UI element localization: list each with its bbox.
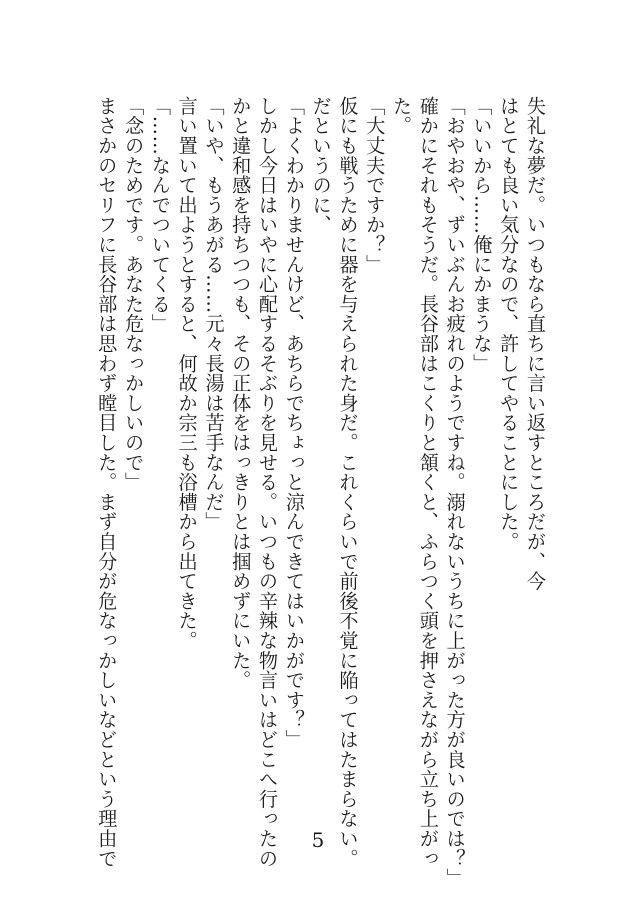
vertical-text-body — [92, 96, 548, 888]
text-line-8: 仮にも戦うために器を与えられた身だ。これくらいで前後不覚に陥ってはたまらない。 — [336, 96, 360, 869]
text-line-12: かと違和感を持ちつつも、その正体をはっきりとは掴めずにいた。 — [229, 96, 253, 690]
text-line-2: はとても良い気分なので、許してやることにした。 — [497, 96, 521, 552]
text-line-3: 「いいから……俺にかまうな」 — [470, 96, 494, 374]
text-line-7: 「大丈夫ですか？」 — [363, 96, 387, 275]
text-line-14: 言い置いて出ようとすると、何故か宗三も浴槽から出てきた。 — [175, 96, 199, 651]
text-line-1: 失礼な夢だ。いつもなら直ちに言い返すところだが、今 — [524, 96, 547, 591]
text-line-11: しかし今日はいやに心配するそぶりを見せる。いつもの辛辣な物言いはどこへ行ったの — [256, 96, 280, 869]
text-line-16: 「念のためです。あなた危なっかしいので」 — [122, 96, 146, 492]
text-line-5: 確かにそれもそうだ。長谷部はこくりと頷くと、ふらつく頭を押さえながら立ち上がっ — [416, 96, 440, 869]
text-line-9: だというのに、 — [309, 96, 333, 235]
text-line-10: 「よくわかりませんけど、あちらでちょっと涼んできてはいかがです？」 — [282, 96, 306, 750]
text-line-15: 「……なんでついてくる」 — [148, 96, 172, 334]
text-line-17: まさかのセリフに長谷部は思わず瞠目した。まず自分が危なっかしいなどという理由で — [95, 96, 119, 869]
text-line-4: 「おやおや、ずいぶんお疲れのようですね。溺れないうちに上がった方が良いのでは？」 — [443, 96, 467, 888]
page-number: 5 — [311, 828, 325, 852]
text-line-6: た。 — [390, 96, 414, 136]
text-line-13: 「いや、もうあがる……元々長湯は苦手なんだ」 — [202, 96, 226, 532]
